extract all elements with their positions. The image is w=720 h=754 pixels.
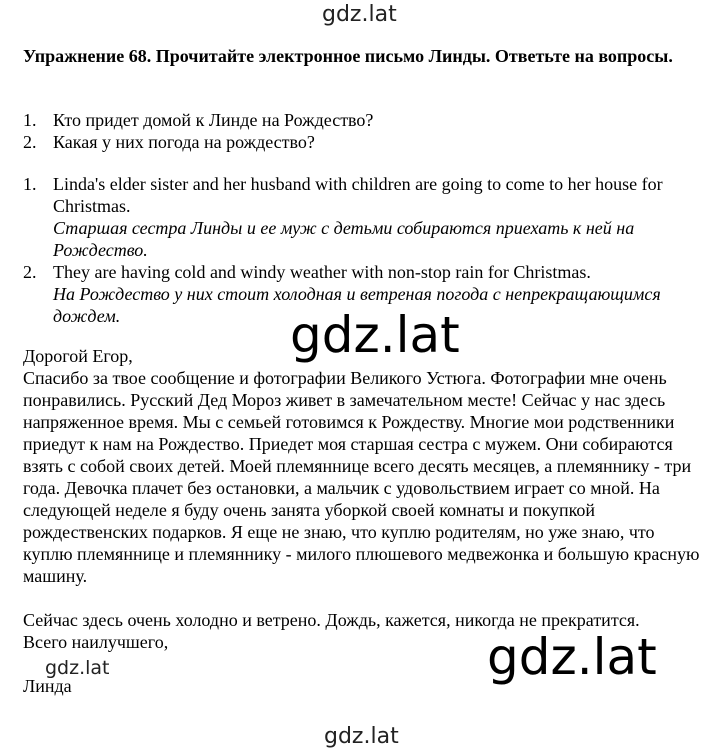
- answer-item: [23, 173, 703, 261]
- letter-signature: Линда: [23, 676, 72, 696]
- watermark-small: gdz.lat: [45, 657, 110, 679]
- answers-list: [23, 173, 703, 327]
- question-number: 2.: [23, 132, 37, 152]
- answer-number: 2.: [23, 262, 37, 282]
- letter-closing: Всего наилучшего,: [23, 632, 169, 652]
- questions-list: [23, 109, 373, 153]
- question-text: Кто придет домой к Линде на Рождество?: [53, 110, 374, 130]
- question-text: Какая у них погода на рождество?: [53, 132, 315, 152]
- answer-russian: На Рождество у них стоит холодная и ветреная погода с непрекращающимся дождем.: [53, 284, 661, 326]
- watermark-bottom: gdz.lat: [324, 724, 399, 749]
- answer-english: Linda's elder sister and her husband with children are going to come to her house for Christmas.: [53, 174, 663, 216]
- question-item: [23, 109, 373, 131]
- answer-english: They are having cold and windy weather with non-stop rain for Christmas.: [53, 262, 591, 282]
- letter-body: Спасибо за твое сообщение и фотографии Великого Устюга. Фотографии мне очень понравились. Русский Дед Мороз живет в замечательном месте! Сейчас у нас здесь напряженное время. Мы с семьей готовимся к Рождеству. Многие мои родственники приедут к нам на Рождество. Приедет моя старшая сестра с мужем. Они собираются взять с собой своих детей. Моей племяннице всего десять месяцев, а племяннику - три года. Девочка плачет без остановки, а мальчик с удовольствием играет со мной. На следующей неделе я буду очень занята уборкой своей комнаты и покупкой рождественских подарков. Я еще не знаю, что куплю родителям, но уже знаю, что куплю племяннице и племяннику - милого плюшевого медвежонка и большую красную машину.: [23, 368, 700, 586]
- exercise-title: Упражнение 68. Прочитайте электронное письмо Линды. Ответьте на вопросы.: [23, 46, 673, 66]
- letter-greeting: Дорогой Егор,: [23, 346, 133, 366]
- question-item: [23, 131, 373, 153]
- watermark-top: gdz.lat: [322, 2, 397, 27]
- answer-number: 1.: [23, 174, 37, 194]
- watermark-right: gdz.lat: [487, 628, 657, 686]
- question-number: 1.: [23, 110, 37, 130]
- answer-russian: Старшая сестра Линды и ее муж с детьми собираются приехать к ней на Рождество.: [53, 218, 635, 260]
- letter-weather: Сейчас здесь очень холодно и ветрено. Дождь, кажется, никогда не прекратится.: [23, 610, 640, 630]
- watermark-middle: gdz.lat: [290, 306, 460, 364]
